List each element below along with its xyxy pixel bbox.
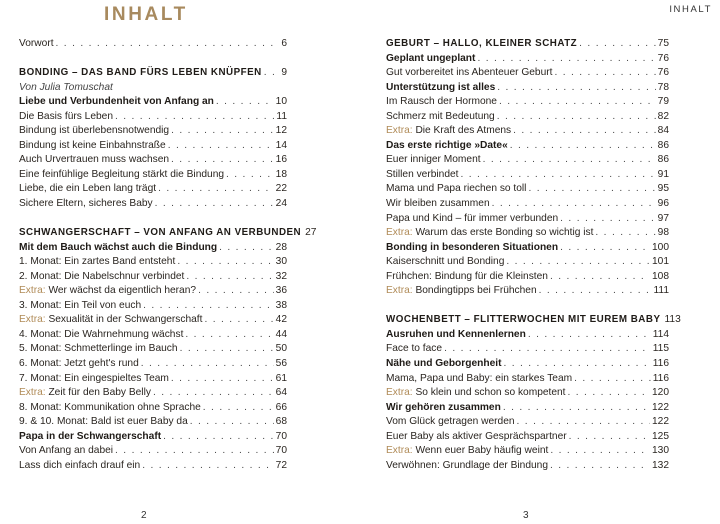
toc-right-column — [386, 37, 681, 473]
toc-spacer — [19, 212, 287, 227]
toc-page-number: 86 — [657, 154, 669, 166]
extra-label: Extra: — [19, 285, 46, 297]
toc-page-number: 61 — [275, 372, 287, 384]
toc-section-heading — [386, 37, 669, 52]
toc-entry — [19, 110, 287, 125]
extra-label: Extra: — [19, 387, 46, 399]
dot-leader — [155, 197, 274, 212]
toc-entry — [19, 255, 287, 270]
toc-entry — [19, 299, 287, 314]
dot-leader — [569, 430, 650, 445]
toc-entry-title — [386, 386, 566, 401]
toc-entry — [386, 81, 669, 96]
toc-page-number: 130 — [652, 445, 669, 457]
toc-entry-title: 9. & 10. Monat: Bald ist euer Baby da — [19, 416, 188, 428]
toc-page-number: 116 — [652, 372, 669, 384]
dot-leader — [204, 313, 273, 328]
toc-entry — [386, 168, 669, 183]
dot-leader — [141, 357, 274, 372]
toc-page-number: 101 — [652, 256, 669, 268]
toc-page-number: 70 — [275, 445, 287, 457]
toc-page-number: 44 — [275, 328, 287, 340]
toc-entry-title: Stillen verbindet — [386, 168, 459, 180]
toc-page-number: 42 — [275, 314, 287, 326]
toc-entry-title: Geplant ungeplant — [386, 52, 476, 64]
toc-entry — [19, 415, 287, 430]
toc-entry-title: Von Julia Tomuschat — [19, 81, 113, 93]
toc-entry — [386, 153, 669, 168]
toc-entry-text: Die Kraft des Atmens — [412, 125, 512, 137]
toc-entry-text: Bondingtipps bei Frühchen — [412, 285, 537, 297]
toc-entry-title: 4. Monat: Die Wahrnehmung wächst — [19, 328, 184, 340]
toc-entry — [386, 372, 669, 387]
toc-page-number: 113 — [664, 314, 681, 326]
dot-leader — [226, 168, 274, 183]
toc-page-number: 50 — [275, 343, 287, 355]
toc-page-number: 24 — [275, 198, 287, 210]
dot-leader — [574, 372, 651, 387]
extra-label: Extra: — [386, 125, 413, 137]
toc-entry — [19, 328, 287, 343]
toc-section-heading — [19, 66, 287, 81]
toc-entry — [386, 226, 669, 241]
dot-leader — [539, 284, 652, 299]
toc-entry — [386, 241, 669, 256]
toc-entry — [386, 401, 669, 416]
dot-leader — [180, 342, 274, 357]
toc-entry — [386, 52, 669, 67]
toc-entry-title — [19, 386, 151, 401]
toc-page-number: 91 — [657, 168, 669, 180]
toc-entry-title: Face to face — [386, 343, 443, 355]
toc-page-number: 132 — [652, 459, 669, 471]
dot-leader — [171, 124, 274, 139]
toc-entry — [19, 284, 287, 299]
toc-page-number: 82 — [657, 110, 669, 122]
dot-leader — [219, 241, 274, 256]
toc-entry-title: Wir bleiben zusammen — [386, 198, 490, 210]
dot-leader — [517, 415, 650, 430]
toc-entry-text: Warum das erste Bonding so wichtig ist — [412, 227, 594, 239]
toc-entry — [386, 197, 669, 212]
toc-entry-title: Vom Glück getragen werden — [386, 416, 515, 428]
dot-leader — [198, 284, 274, 299]
toc-page-number: 114 — [652, 328, 669, 340]
toc-page-number: 115 — [652, 343, 669, 355]
toc-entry-title: Das erste richtige »Date« — [386, 139, 508, 151]
toc-entry-text: Wenn euer Baby häufig weint — [412, 445, 549, 457]
toc-entry-title: Nähe und Geborgenheit — [386, 358, 502, 370]
dot-leader — [158, 182, 274, 197]
toc-page-number: 32 — [275, 270, 287, 282]
toc-page-number: 12 — [275, 125, 287, 137]
dot-leader — [477, 52, 655, 67]
toc-entry — [19, 270, 287, 285]
toc-entry — [19, 241, 287, 256]
dot-leader — [264, 66, 280, 81]
dot-leader — [171, 372, 274, 387]
toc-page-number: 120 — [652, 387, 669, 399]
toc-page-number: 122 — [652, 401, 669, 413]
extra-label: Extra: — [386, 387, 413, 399]
toc-entry-text: Wer wächst da eigentlich heran? — [45, 285, 197, 297]
toc-entry-title: Gut vorbereitet ins Abenteuer Geburt — [386, 67, 553, 79]
toc-page-number: 78 — [657, 81, 669, 93]
toc-entry-title: Euer Baby als aktiver Gesprächspartner — [386, 430, 567, 442]
toc-entry-title — [386, 124, 511, 139]
toc-entry — [386, 386, 669, 401]
toc-page-number: 70 — [275, 430, 287, 442]
toc-entry-title — [19, 313, 202, 328]
toc-entry-title: 8. Monat: Kommunikation ohne Sprache — [19, 401, 201, 413]
toc-author-line — [19, 81, 287, 96]
toc-entry-title: 1. Monat: Ein zartes Band entsteht — [19, 256, 176, 268]
toc-page-number: 111 — [653, 285, 669, 297]
running-head: INHALT — [669, 4, 712, 15]
dot-leader — [143, 299, 274, 314]
toc-entry — [19, 313, 287, 328]
toc-entry-title: Ausruhen und Kennenlernen — [386, 328, 526, 340]
page-title: INHALT — [104, 4, 188, 25]
toc-entry — [19, 168, 287, 183]
dot-leader — [444, 342, 651, 357]
extra-label: Extra: — [386, 285, 413, 297]
dot-leader — [510, 139, 656, 154]
dot-leader — [497, 81, 655, 96]
dot-leader — [216, 95, 274, 110]
toc-page-number: 18 — [275, 168, 287, 180]
toc-page-number: 122 — [652, 416, 669, 428]
dot-leader — [528, 328, 651, 343]
dot-leader — [550, 459, 650, 474]
toc-left-column — [19, 37, 317, 473]
toc-entry — [386, 328, 669, 343]
toc-entry-title: Im Rausch der Hormone — [386, 96, 497, 108]
toc-entry — [386, 182, 669, 197]
toc-entry-title: Unterstützung ist alles — [386, 81, 496, 93]
toc-entry — [19, 357, 287, 372]
toc-entry — [386, 212, 669, 227]
toc-entry — [19, 372, 287, 387]
dot-leader — [56, 37, 280, 52]
toc-entry-title: Schmerz mit Bedeutung — [386, 110, 495, 122]
toc-section-heading — [386, 313, 681, 328]
dot-leader — [503, 401, 650, 416]
toc-page-number: 116 — [652, 358, 669, 370]
toc-entry-title: Lass dich einfach drauf ein — [19, 459, 141, 471]
toc-entry — [386, 444, 669, 459]
toc-entry — [19, 124, 287, 139]
toc-page-number: 98 — [657, 227, 669, 239]
toc-entry — [386, 459, 669, 474]
toc-entry-title — [386, 444, 548, 459]
dot-leader — [163, 430, 274, 445]
extra-label: Extra: — [19, 314, 46, 326]
dot-leader — [483, 153, 656, 168]
toc-entry-title: Mit dem Bauch wächst auch die Bindung — [19, 241, 218, 253]
toc-page-number: 95 — [657, 183, 669, 195]
toc-spacer — [386, 299, 669, 314]
toc-page-number: 10 — [275, 96, 287, 108]
toc-page-number: 86 — [657, 139, 669, 151]
dot-leader — [168, 139, 274, 154]
toc-entry-title: Kaiserschnitt und Bonding — [386, 256, 505, 268]
dot-leader — [185, 328, 273, 343]
dot-leader — [115, 110, 274, 125]
toc-entry-title: Vorwort — [19, 38, 54, 49]
dot-leader — [550, 444, 650, 459]
toc-page-number: 76 — [657, 52, 669, 64]
dot-leader — [579, 37, 655, 52]
toc-page-number: 14 — [275, 139, 287, 151]
toc-entry — [386, 284, 669, 299]
toc-entry-title: 7. Monat: Ein eingespieltes Team — [19, 372, 169, 384]
toc-entry — [19, 37, 287, 52]
toc-entry-title: Eine feinfühlige Begleitung stärkt die Bindung — [19, 168, 225, 180]
toc-entry-title: Liebe und Verbundenheit von Anfang an — [19, 96, 214, 108]
toc-page-number: 84 — [657, 125, 669, 137]
page-number-left: 2 — [141, 510, 147, 521]
toc-entry-title: Mama und Papa riechen so toll — [386, 183, 527, 195]
toc-entry-title: GEBURT – HALLO, KLEINER SCHATZ — [386, 38, 578, 49]
toc-entry — [386, 110, 669, 125]
toc-page-number: 9 — [281, 67, 287, 79]
toc-page-number: 22 — [275, 183, 287, 195]
dot-leader — [595, 226, 655, 241]
toc-entry-title: Mama, Papa und Baby: ein starkes Team — [386, 372, 573, 384]
toc-entry-title: Bindung ist überlebensnotwendig — [19, 125, 170, 137]
toc-entry — [19, 444, 287, 459]
toc-page-number: 75 — [657, 38, 669, 49]
toc-page-number: 6 — [281, 38, 287, 49]
toc-entry — [386, 270, 669, 285]
toc-entry-title: Frühchen: Bindung für die Kleinsten — [386, 270, 548, 282]
dot-leader — [203, 401, 274, 416]
toc-entry-text: Zeit für den Baby Belly — [45, 387, 151, 399]
toc-entry — [19, 430, 287, 445]
dot-leader — [528, 182, 655, 197]
toc-page-number: 125 — [652, 430, 669, 442]
toc-page-number: 68 — [275, 416, 287, 428]
toc-page-number: 38 — [275, 299, 287, 311]
toc-entry — [386, 430, 669, 445]
dot-leader — [492, 197, 656, 212]
toc-entry — [386, 124, 669, 139]
toc-entry — [19, 153, 287, 168]
toc-entry — [19, 182, 287, 197]
toc-section-heading — [19, 226, 317, 241]
toc-entry-title — [19, 284, 196, 299]
toc-entry-title: Euer inniger Moment — [386, 154, 481, 166]
toc-entry-title: 3. Monat: Ein Teil von euch — [19, 299, 142, 311]
toc-entry-title: Auch Urvertrauen muss wachsen — [19, 154, 170, 166]
toc-entry — [386, 342, 669, 357]
toc-entry-title: 6. Monat: Jetzt geht's rund — [19, 358, 139, 370]
toc-entry — [386, 66, 669, 81]
dot-leader — [503, 357, 650, 372]
toc-page-number: 79 — [657, 96, 669, 108]
dot-leader — [555, 66, 656, 81]
dot-leader — [142, 459, 273, 474]
toc-entry — [19, 401, 287, 416]
dot-leader — [497, 110, 656, 125]
toc-entry-title: BONDING – DAS BAND FÜRS LEBEN KNÜPFEN — [19, 67, 262, 79]
toc-entry-title: Papa in der Schwangerschaft — [19, 430, 162, 442]
dot-leader — [513, 124, 656, 139]
toc-page-number: 27 — [305, 227, 317, 239]
toc-entry-text: Sexualität in der Schwangerschaft — [45, 314, 203, 326]
toc-entry-title: Wir gehören zusammen — [386, 401, 501, 413]
toc-page-number: 30 — [275, 256, 287, 268]
toc-entry-title: 2. Monat: Die Nabelschnur verbindet — [19, 270, 185, 282]
toc-entry — [386, 95, 669, 110]
toc-entry-title: Sichere Eltern, sicheres Baby — [19, 198, 153, 210]
toc-page-number: 76 — [657, 67, 669, 79]
extra-label: Extra: — [386, 445, 413, 457]
toc-page-number: 56 — [275, 358, 287, 370]
toc-page-number: 72 — [275, 459, 287, 471]
toc-entry-title: Liebe, die ein Leben lang trägt — [19, 183, 157, 195]
toc-entry — [19, 386, 287, 401]
dot-leader — [560, 212, 655, 227]
dot-leader — [177, 255, 273, 270]
extra-label: Extra: — [386, 227, 413, 239]
toc-entry-title — [386, 226, 593, 241]
toc-spacer — [19, 52, 287, 67]
toc-entry-title: Bindung ist keine Einbahnstraße — [19, 139, 166, 151]
toc-entry — [386, 139, 669, 154]
dot-leader — [461, 168, 656, 183]
toc-entry — [386, 357, 669, 372]
dot-leader — [115, 444, 274, 459]
toc-page-number: 97 — [657, 212, 669, 224]
dot-leader — [153, 386, 274, 401]
toc-entry — [386, 255, 669, 270]
toc-entry-text: So klein und schon so kompetent — [412, 387, 566, 399]
toc-page-number: 16 — [275, 154, 287, 166]
toc-entry-title — [386, 284, 537, 299]
toc-entry-title: SCHWANGERSCHAFT – VON ANFANG AN VERBUNDEN — [19, 227, 302, 239]
toc-entry — [19, 342, 287, 357]
toc-entry-title: WOCHENBETT – FLITTERWOCHEN MIT EUREM BABY — [386, 314, 661, 326]
dot-leader — [186, 270, 273, 285]
toc-entry-title: Verwöhnen: Grundlage der Bindung — [386, 459, 548, 471]
dot-leader — [506, 255, 650, 270]
toc-page-number: 100 — [652, 241, 669, 253]
toc-entry-title: Bonding in besonderen Situationen — [386, 241, 559, 253]
toc-entry — [19, 95, 287, 110]
dot-leader — [190, 415, 274, 430]
toc-entry-title: Papa und Kind – für immer verbunden — [386, 212, 559, 224]
dot-leader — [171, 153, 274, 168]
page-number-right: 3 — [523, 510, 529, 521]
toc-entry — [19, 459, 287, 474]
toc-entry-title: Die Basis fürs Leben — [19, 110, 114, 122]
toc-page-number: 108 — [652, 270, 669, 282]
toc-page-number: 64 — [275, 387, 287, 399]
toc-entry — [19, 139, 287, 154]
dot-leader — [550, 270, 650, 285]
toc-page-number: 11 — [276, 110, 287, 122]
dot-leader — [560, 241, 650, 256]
toc-entry — [19, 197, 287, 212]
toc-entry-title: Von Anfang an dabei — [19, 445, 114, 457]
dot-leader — [568, 386, 650, 401]
toc-page-number: 28 — [275, 241, 287, 253]
dot-leader — [499, 95, 656, 110]
toc-entry-title: 5. Monat: Schmetterlinge im Bauch — [19, 343, 178, 355]
toc-entry — [386, 415, 669, 430]
toc-page-number: 66 — [275, 401, 287, 413]
toc-page-number: 36 — [275, 285, 287, 297]
toc-page-number: 96 — [657, 198, 669, 210]
